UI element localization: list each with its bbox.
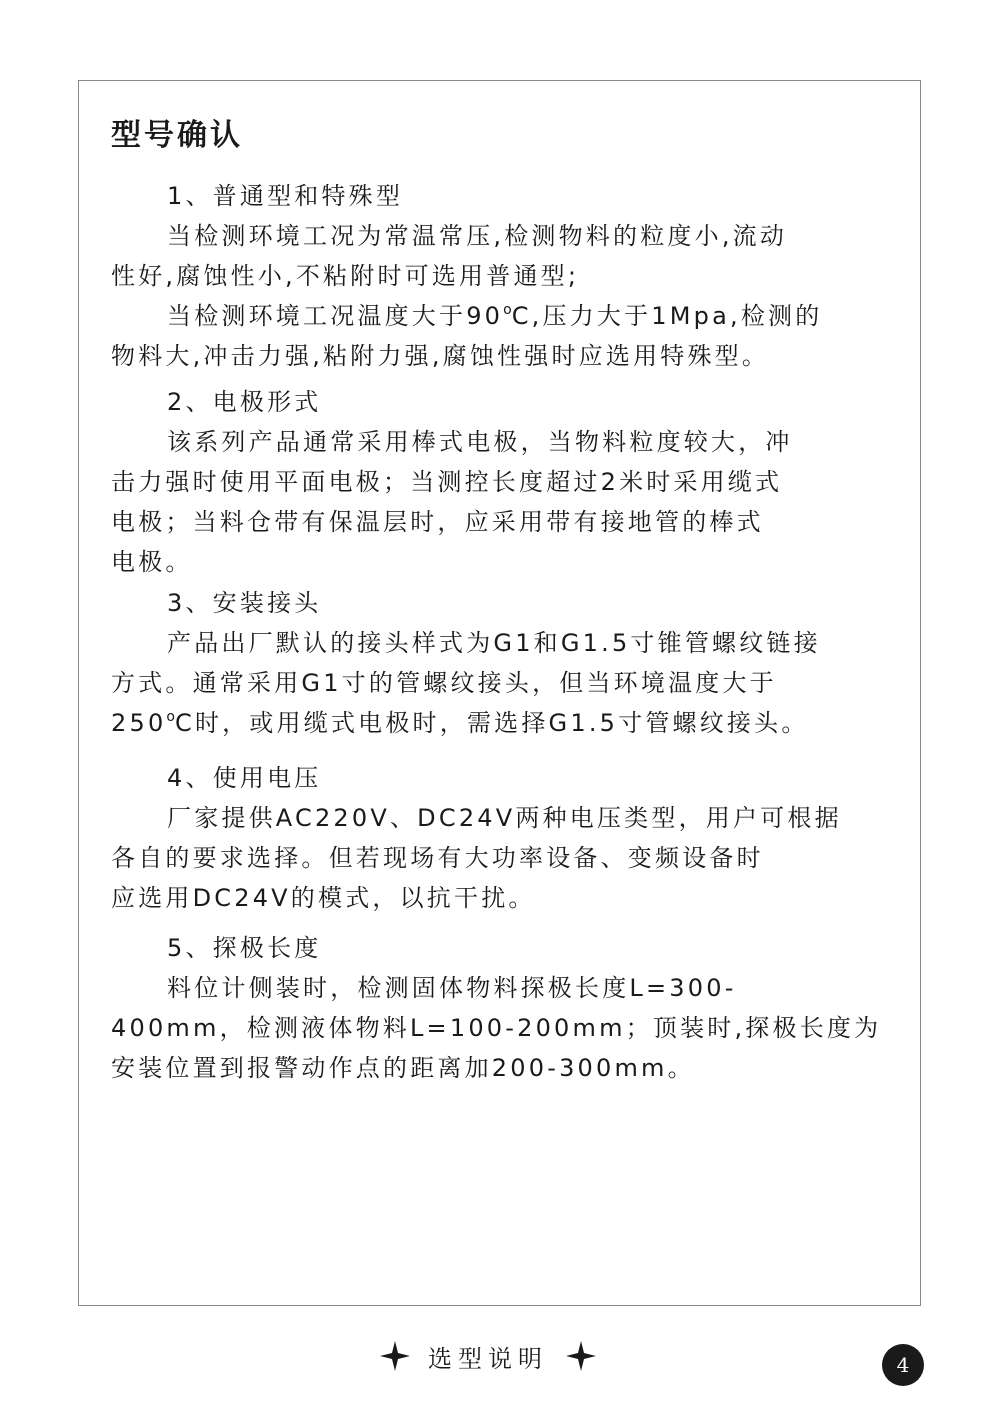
paragraph-line: 安装位置到报警动作点的距离加200-300mm。 — [111, 1054, 695, 1082]
text-segment: C时，或用缆式电极时，需选择G1.5寸管螺纹接头。 — [175, 709, 809, 737]
page-footer — [0, 1334, 1000, 1378]
page-title: 型号确认 — [111, 118, 243, 153]
paragraph-line — [111, 296, 891, 336]
paragraph-line: 厂家提供AC220V、DC24V两种电压类型，用户可根据 — [167, 804, 842, 832]
section-normal-special-type — [111, 176, 891, 376]
paragraph-line: 物料大,冲击力强,粘附力强,腐蚀性强时应选用特殊型。 — [111, 342, 770, 370]
section-mounting-connector — [111, 583, 891, 743]
text-segment: 250 — [111, 709, 167, 737]
text-segment: 当检测环境工况温度大于90 — [167, 302, 504, 330]
section-operating-voltage — [111, 758, 891, 918]
footer-label: 选型说明 — [428, 1344, 548, 1373]
section-heading: 5、探极长度 — [167, 934, 322, 962]
section-electrode-form — [111, 382, 891, 582]
paragraph-line: 400mm，检测液体物料L=100-200mm；顶装时,探极长度为 — [111, 1014, 882, 1042]
paragraph-line — [111, 703, 891, 743]
paragraph-line: 应选用DC24V的模式，以抗干扰。 — [111, 884, 536, 912]
paragraph-line: 性好,腐蚀性小,不粘附时可选用普通型; — [111, 262, 580, 290]
four-point-star-icon — [566, 1341, 596, 1371]
four-point-star-icon — [380, 1341, 410, 1371]
section-heading: 1、普通型和特殊型 — [167, 182, 404, 210]
text-segment: C,压力大于1Mpa,检测的 — [511, 302, 823, 330]
section-heading: 3、安装接头 — [167, 589, 322, 617]
degree-symbol: o — [503, 302, 512, 318]
paragraph-line: 电极；当料仓带有保温层时，应采用带有接地管的棒式 — [111, 508, 764, 536]
paragraph-line: 电极。 — [111, 548, 193, 576]
section-heading: 2、电极形式 — [167, 388, 322, 416]
degree-symbol: o — [166, 709, 175, 725]
paragraph-line: 产品出厂默认的接头样式为G1和G1.5寸锥管螺纹链接 — [167, 629, 821, 657]
paragraph-line: 料位计侧装时，检测固体物料探极长度L=300- — [167, 974, 737, 1002]
paragraph-line: 该系列产品通常采用棒式电极，当物料粒度较大，冲 — [167, 428, 793, 456]
paragraph-line: 当检测环境工况为常温常压,检测物料的粒度小,流动 — [167, 222, 788, 250]
section-heading: 4、使用电压 — [167, 764, 322, 792]
section-probe-length — [111, 928, 891, 1088]
paragraph-line: 击力强时使用平面电极；当测控长度超过2米时采用缆式 — [111, 468, 783, 496]
footer-title-group — [380, 1334, 596, 1378]
paragraph-line: 方式。通常采用G1寸的管螺纹接头，但当环境温度大于 — [111, 669, 777, 697]
page-number-badge: 4 — [882, 1344, 924, 1386]
paragraph-line: 各自的要求选择。但若现场有大功率设备、变频设备时 — [111, 844, 764, 872]
